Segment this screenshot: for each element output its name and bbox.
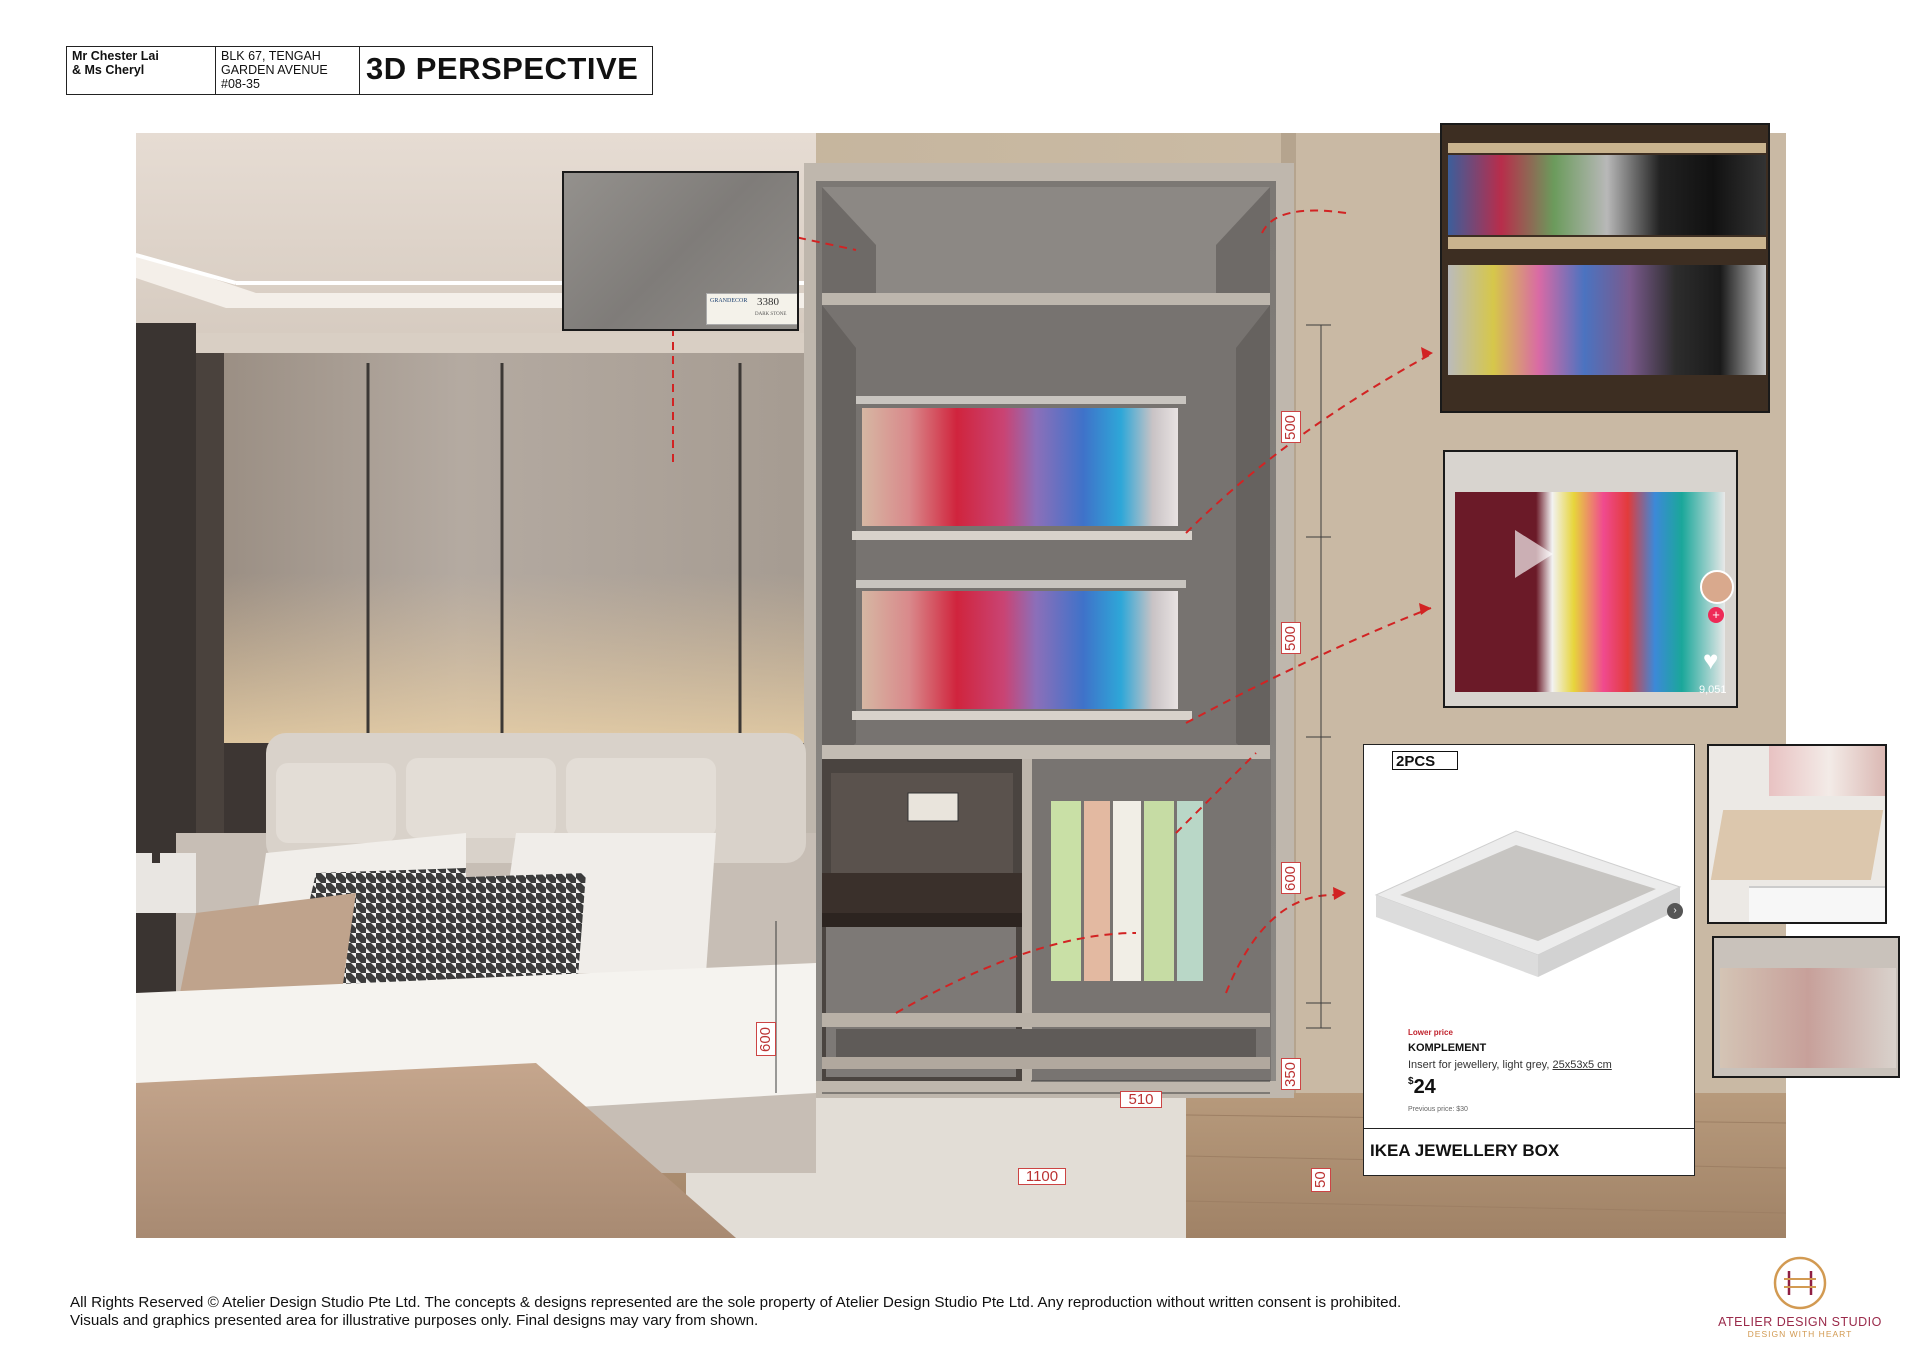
dimension-label: 600 xyxy=(1281,862,1301,894)
price-currency: $ xyxy=(1408,1076,1414,1087)
ikea-caption: IKEA JEWELLERY BOX xyxy=(1370,1141,1560,1160)
dimension-label: 500 xyxy=(1281,411,1301,443)
footer-line-2: Visuals and graphics presented area for illustrative purposes only. Final designs may vary from shown. xyxy=(70,1312,759,1329)
ikea-product-card xyxy=(1363,744,1695,1020)
photo-shelf xyxy=(1448,143,1766,153)
sample-brand: GRANDECOR xyxy=(710,298,748,304)
photo-open-drawer xyxy=(1711,810,1883,880)
product-name: KOMPLEMENT xyxy=(1408,1042,1487,1054)
studio-tagline: DESIGN WITH HEART xyxy=(1747,1329,1853,1339)
follow-plus-icon[interactable]: + xyxy=(1708,607,1724,623)
heart-icon[interactable]: ♥ xyxy=(1703,645,1719,675)
sample-finish: DARK STONE xyxy=(755,312,787,317)
lower-price-badge: Lower price xyxy=(1408,1028,1453,1037)
client-name: Mr Chester Lai & Ms Cheryl xyxy=(67,47,216,94)
dimension-label: 600 xyxy=(756,1022,776,1056)
tiktok-video-reference[interactable] xyxy=(1443,450,1738,708)
photo-clothes-row xyxy=(1448,265,1766,375)
studio-name: ATELIER DESIGN STUDIO xyxy=(1718,1315,1882,1329)
dimension-label: 50 xyxy=(1311,1168,1331,1192)
quantity-tag: 2PCS xyxy=(1392,751,1458,770)
like-count: 9,051 xyxy=(1699,684,1727,696)
video-clothes xyxy=(1455,492,1725,692)
copyright-footer xyxy=(70,1294,1401,1330)
play-icon[interactable] xyxy=(1515,530,1553,578)
sample-label xyxy=(706,293,798,325)
wardrobe-reference-photo-1 xyxy=(1440,123,1770,413)
jewellery-tray-image xyxy=(1370,825,1688,985)
description-text: Insert for jewellery, light grey, xyxy=(1408,1059,1550,1071)
photo-clothes-row xyxy=(1448,155,1766,235)
project-address: BLK 67, TENGAH GARDEN AVENUE #08-35 xyxy=(216,47,360,94)
photo-drawer-fronts xyxy=(1749,886,1887,924)
title-block xyxy=(66,46,653,95)
ikea-price-card xyxy=(1363,1018,1695,1130)
dimension-label: 1100 xyxy=(1018,1168,1066,1185)
studio-logo xyxy=(1700,1255,1900,1347)
dimension-label: 350 xyxy=(1281,1058,1301,1090)
product-description xyxy=(1408,1059,1612,1071)
photo-drawer-insert xyxy=(1720,968,1896,1068)
photo-hanging-clothes xyxy=(1769,746,1887,796)
sheet-title: 3D PERSPECTIVE xyxy=(366,51,639,86)
dimension-label: 500 xyxy=(1281,622,1301,654)
dimension-label: 510 xyxy=(1120,1091,1162,1108)
product-size-link[interactable]: 25x53x5 cm xyxy=(1552,1059,1612,1071)
carousel-next-button[interactable]: › xyxy=(1667,903,1683,919)
creator-avatar[interactable] xyxy=(1700,570,1734,604)
laminate-sample-photo xyxy=(562,171,799,331)
drawer-reference-photo-1 xyxy=(1707,744,1887,924)
footer-line-1: All Rights Reserved © Atelier Design Studio Pte Ltd. The concepts & designs represented are the sole property of Atelier Design Studio Pte Ltd. Any reproduction without written consent is prohibited. xyxy=(70,1294,1402,1311)
drawer-reference-photo-2 xyxy=(1712,936,1900,1078)
photo-shelf xyxy=(1448,237,1766,249)
sample-code: 3380 xyxy=(757,296,779,308)
price-value: 24 xyxy=(1413,1076,1436,1098)
ikea-caption-box xyxy=(1363,1128,1695,1176)
previous-price: Previous price: $30 xyxy=(1408,1106,1468,1113)
product-price xyxy=(1408,1076,1436,1099)
studio-logo-icon xyxy=(1772,1255,1828,1311)
